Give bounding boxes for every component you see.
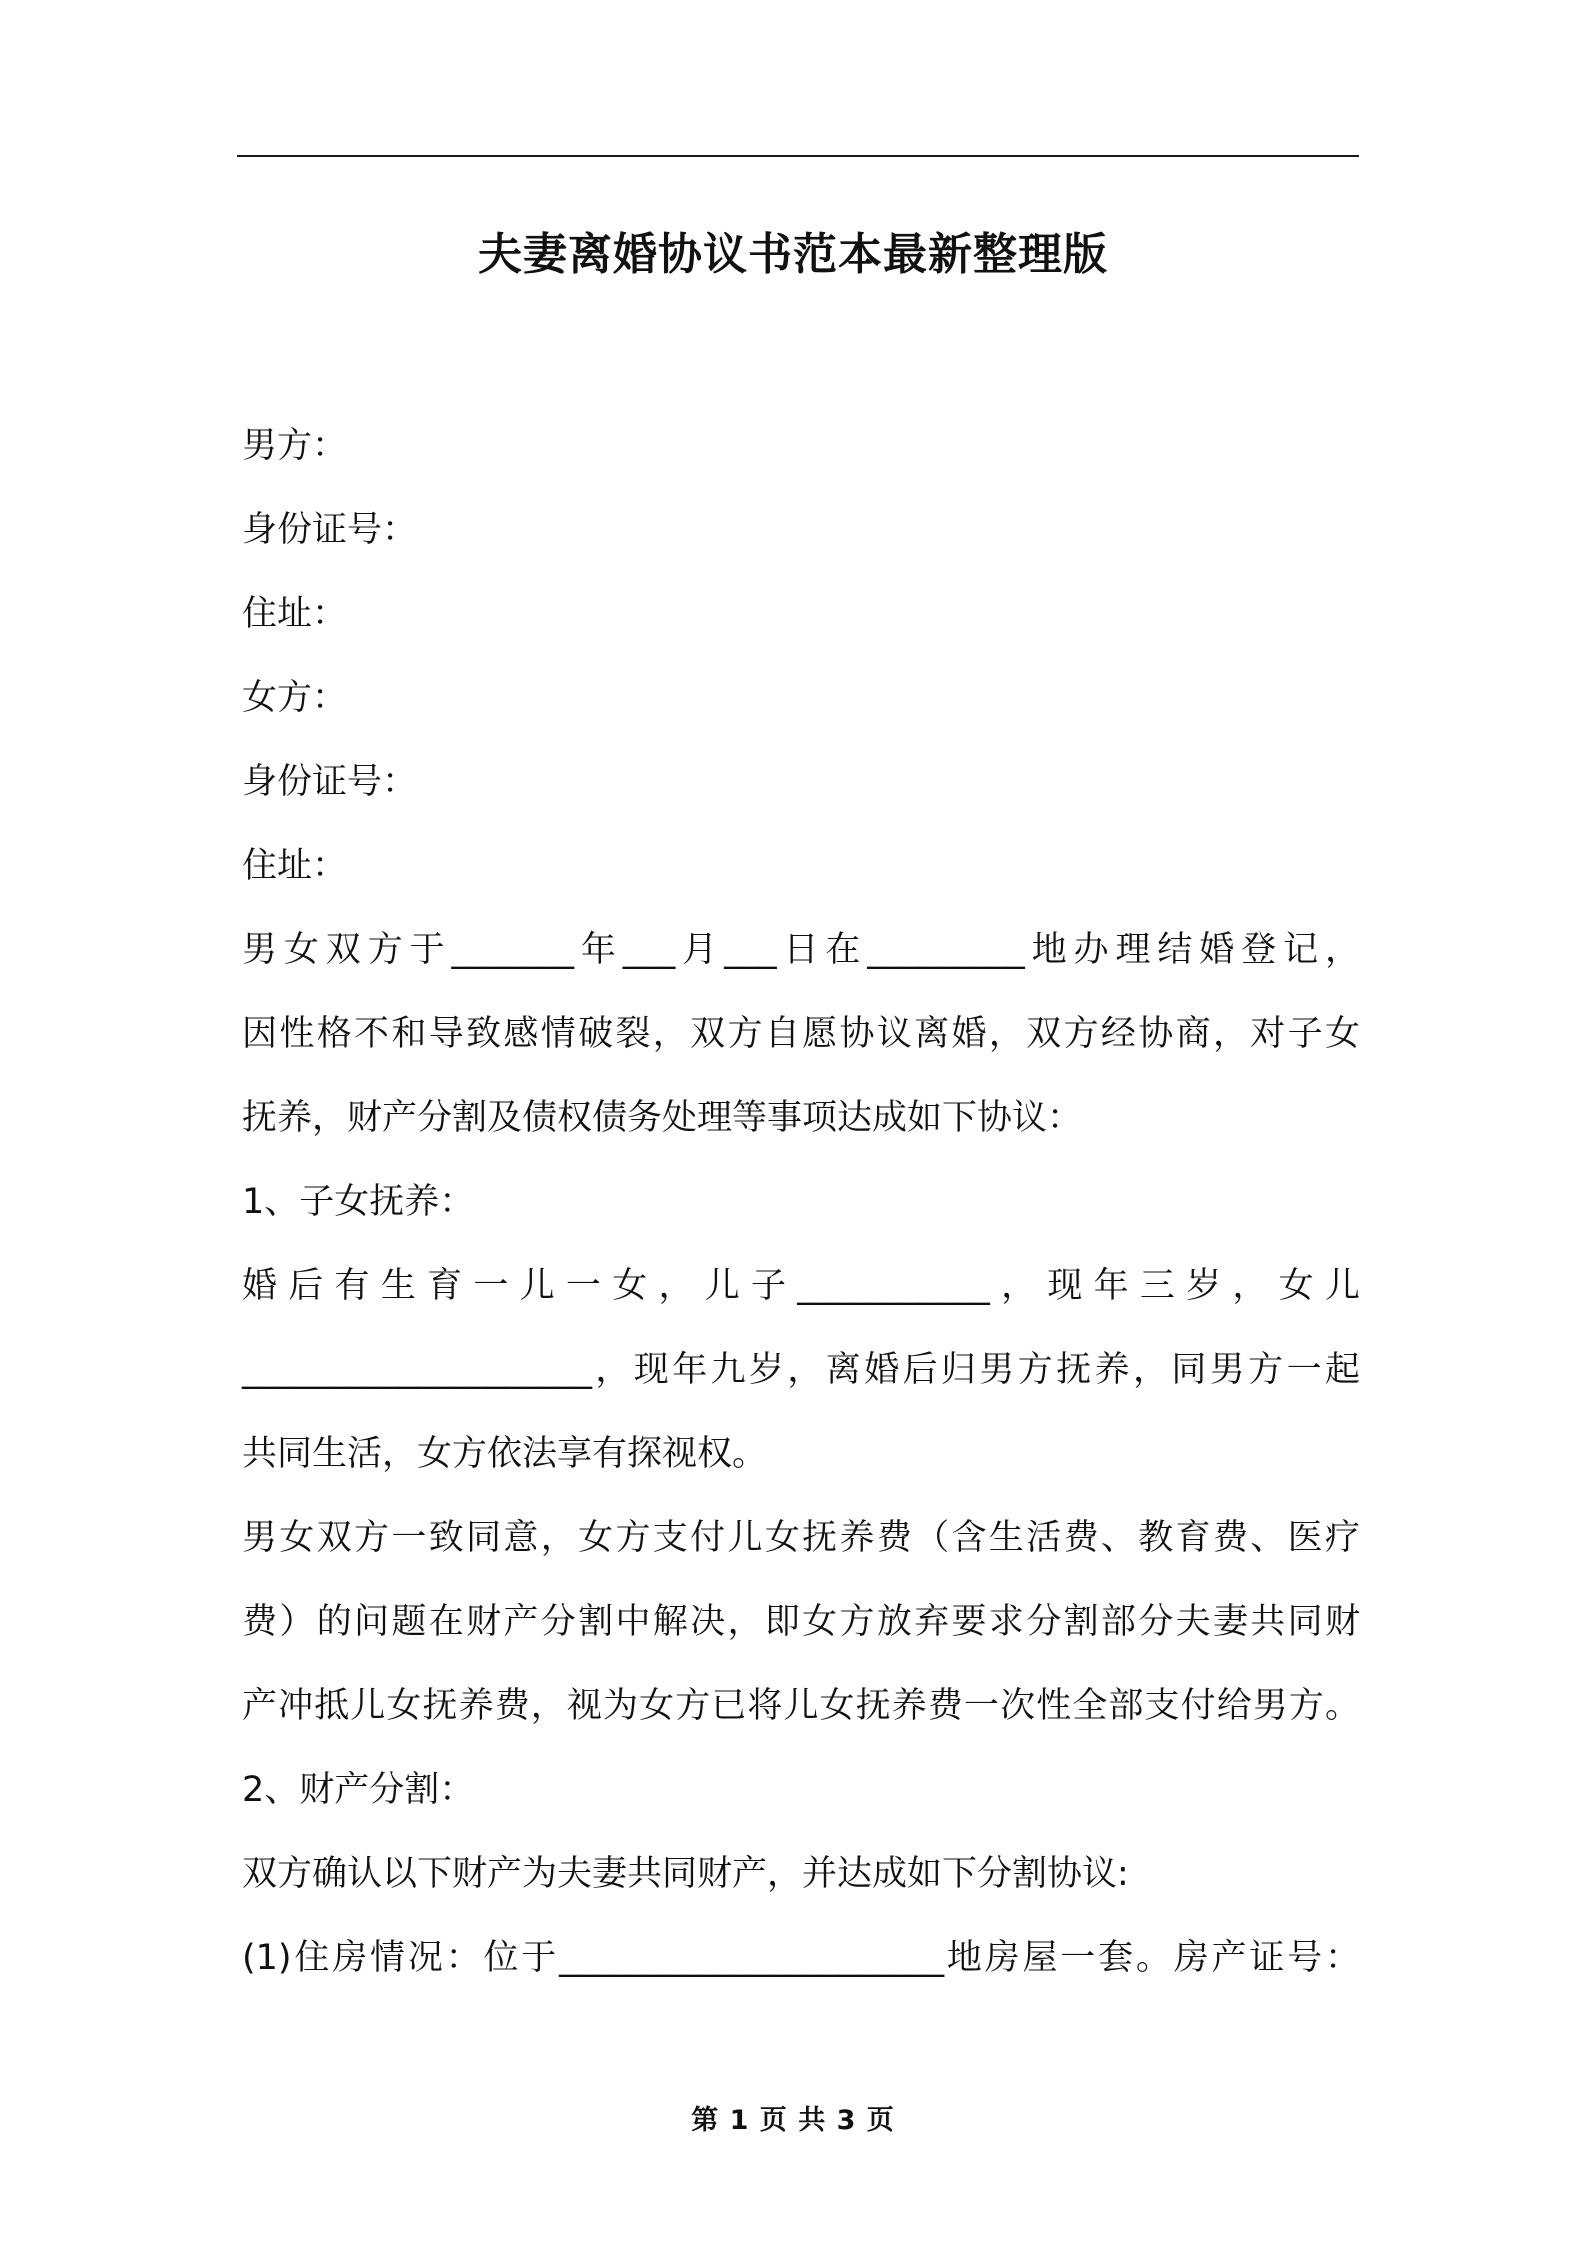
paragraph-line: 费）的问题在财产分割中解决，即女方放弃要求分割部分夫妻共同财	[242, 1602, 1360, 1642]
paragraph-line: 产冲抵儿女抚养费，视为女方已将儿女抚养费一次性全部支付给男方。	[242, 1686, 1360, 1726]
field-wife-address: 住址：	[242, 846, 348, 886]
paragraph-line: 男女双方于_______年___月___日在_________地办理结婚登记，	[242, 930, 1360, 970]
paragraph-line: 婚后有生育一儿一女，儿子___________，现年三岁，女儿	[242, 1266, 1360, 1306]
page-indicator: 第 1 页 共 3 页	[691, 2105, 895, 2136]
field-wife-id: 身份证号：	[242, 762, 418, 802]
paragraph-line: 抚养，财产分割及债权债务处理等事项达成如下协议：	[242, 1098, 1083, 1138]
paragraph-line: 共同生活，女方依法享有探视权。	[242, 1434, 768, 1474]
field-wife: 女方：	[242, 678, 348, 718]
section-heading-child-custody: 1、子女抚养：	[242, 1182, 475, 1222]
document-body	[242, 404, 1360, 2000]
field-husband-address: 住址：	[242, 594, 348, 634]
field-husband: 男方：	[242, 426, 348, 466]
field-husband-id: 身份证号：	[242, 510, 418, 550]
header-rule	[237, 155, 1359, 157]
paragraph-line: 双方确认以下财产为夫妻共同财产，并达成如下分割协议:	[242, 1854, 1129, 1894]
document-title: 夫妻离婚协议书范本最新整理版	[478, 229, 1108, 280]
paragraph-line: 男女双方一致同意，女方支付儿女抚养费（含生活费、教育费、医疗	[242, 1518, 1360, 1558]
paragraph-line: ____________________，现年九岁，离婚后归男方抚养，同男方一起	[242, 1350, 1360, 1390]
paragraph-line: (1)住房情况：位于______________________地房屋一套。房产证号：	[242, 1938, 1360, 1978]
paragraph-line: 因性格不和导致感情破裂，双方自愿协议离婚，双方经协商，对子女	[242, 1014, 1360, 1054]
section-heading-property-division: 2、财产分割：	[242, 1770, 475, 1810]
